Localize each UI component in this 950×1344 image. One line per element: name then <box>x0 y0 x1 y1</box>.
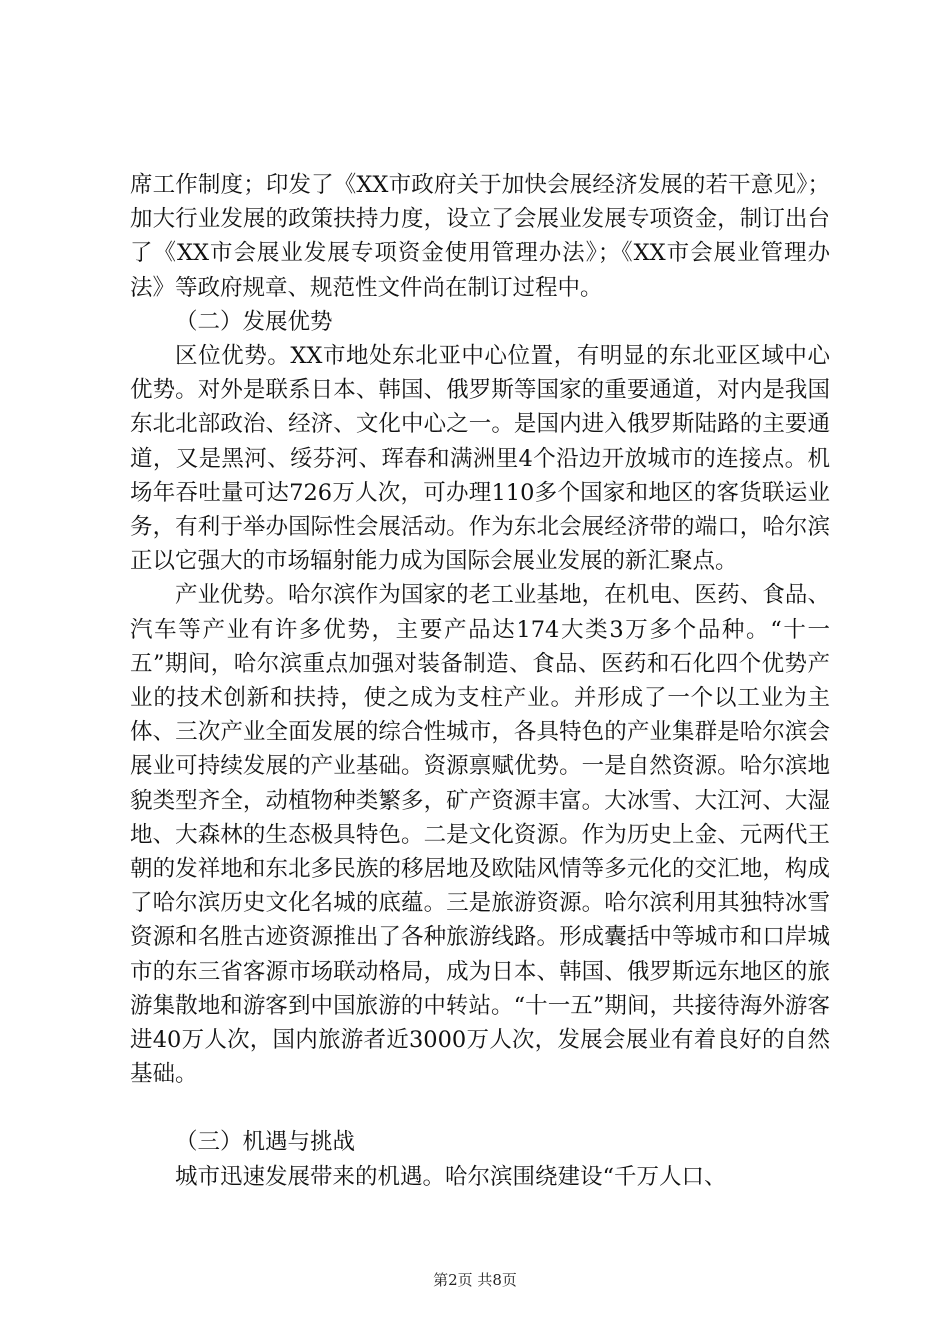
paragraph-city-development-opportunity: 城市迅速发展带来的机遇。哈尔滨围绕建设“千万人口、 <box>175 1163 727 1190</box>
document-body <box>130 168 830 1194</box>
page-number: 第2页 共8页 <box>433 1271 517 1289</box>
paragraph-industry-advantage: 产业优势。哈尔滨作为国家的老工业基地，在机电、医药、食品、汽车等产业有许多优势，主要产品达174大类3万多个品种。“十一五”期间，哈尔滨重点加强对装备制造、食品、医药和石化四个优势产业的技术创新和扶持，使之成为支柱产业。并形成了一个以工业为主体、三次产业全面发展的综合性城市，各具特色的产业集群是哈尔滨会展业可持续发展的产业基础。资源禀赋优势。一是自然资源。哈尔滨地貌类型齐全，动植物种类繁多，矿产资源丰富。大冰雪、大江河、大湿地、大森林的生态极具特色。二是文化资源。作为历史上金、元两代王朝的发祥地和东北多民族的移居地及欧陆风情等多元化的交汇地，构成了哈尔滨历史文化名城的底蕴。三是旅游资源。哈尔滨利用其独特冰雪资源和名胜古迹资源推出了各种旅游线路。形成囊括中等城市和口岸城市的东三省客源市场联动格局，成为日本、韩国、俄罗斯远东地区的旅游集散地和游客到中国旅游的中转站。“十一五”期间，共接待海外游客进40万人次，国内旅游者近3000万人次，发展会展业有着良好的自然基础。 <box>130 582 830 1088</box>
paragraph-continued: 席工作制度；印发了《XX市政府关于加快会展经济发展的若干意见》；加大行业发展的政策扶持力度，设立了会展业发展专项资金，制订出台了《XX市会展业发展专项资金使用管理办法》；《XX市会展业管理办法》等政府规章、规范性文件尚在制订过程中。 <box>130 172 830 301</box>
blank-line <box>130 1091 830 1125</box>
section-heading-development-advantages: （二）发展优势 <box>175 308 333 335</box>
section-heading-opportunities-challenges: （三）机遇与挑战 <box>175 1129 356 1156</box>
paragraph-location-advantage: 区位优势。XX市地处东北亚中心位置，有明显的东北亚区域中心优势。对外是联系日本、韩国、俄罗斯等国家的重要通道，对内是我国东北北部政治、经济、文化中心之一。是国内进入俄罗斯陆路的主要通道，又是黑河、绥芬河、珲春和满洲里4个沿边开放城市的连接点。机场年吞吐量可达726万人次，可办理110多个国家和地区的客货联运业务，有利于举办国际性会展活动。作为东北会展经济带的端口，哈尔滨正以它强大的市场辐射能力成为国际会展业发展的新汇聚点。 <box>130 343 830 575</box>
page-footer <box>0 1270 950 1290</box>
